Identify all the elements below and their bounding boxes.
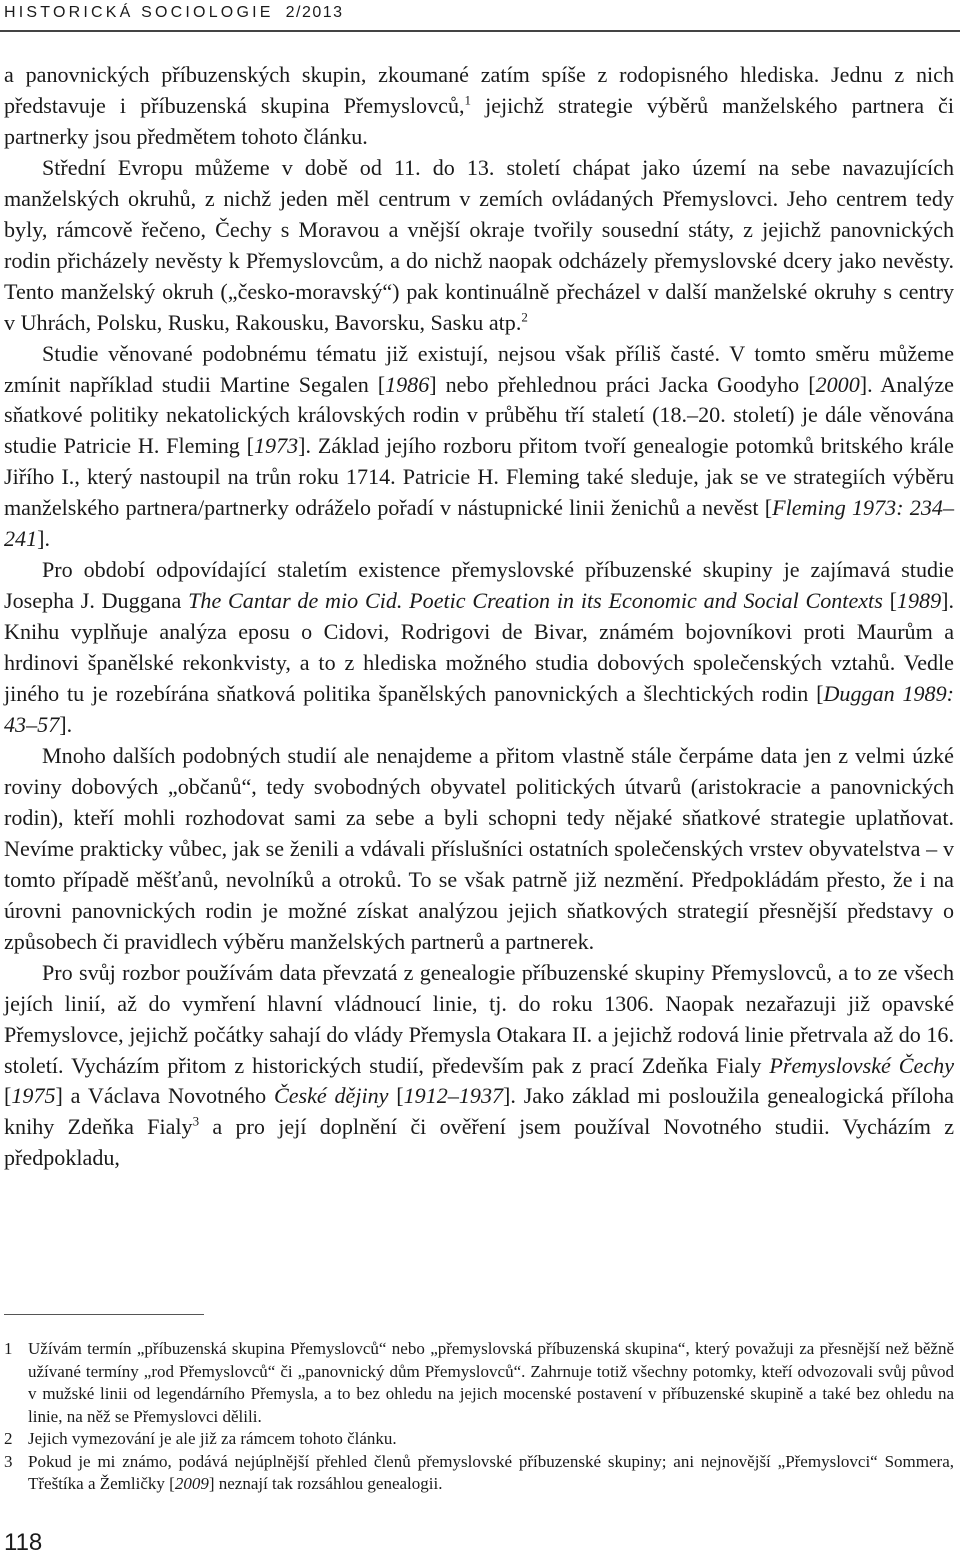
- paragraph: [4, 958, 954, 1175]
- italic-text: 1973: [253, 433, 299, 459]
- text-run: jejichž strategie výběrů manželského partnera či partnerky jsou předmětem tohoto článku.: [4, 92, 955, 149]
- text-run: Užívám termín „příbuzenská skupina Přemyslovců“ nebo „přemyslovská příbuzenská skupina“, který považuji za přesnější než běžně užívané termíny „rod Přemyslovců“ či „panovnický dům Přemyslovců“. Zahrnuje totiž všechny potomky, kteří odvozovali svůj původ v mužské linii od legendárního Přemysla, a to bez ohledu na jejich mocenské postavení v příbuzenské skupině a také bez ohledu na linie, na něž se Přemyslovci dělili.: [28, 1339, 954, 1426]
- italic-text: Fleming 1973: 234–241: [4, 495, 954, 552]
- italic-text: Duggan 1989: 43–57: [4, 681, 954, 738]
- text-run: ] nebo přehlednou práci Jacka Goodyho [: [429, 371, 816, 397]
- text-run: ]. Základ jejího rozboru přitom tvoří genealogie potomků britského krále Jiřího I., který nastoupil na trůn roku 1714. Patricie H. Fleming také sleduje, jak se ve strategiích výběru manželského partnera/partnerky odráželo pořadí v nástupnické linii ženichů a nevěst [: [4, 433, 954, 521]
- paragraph: [4, 555, 954, 741]
- text-run: ] neznají tak rozsáhlou genealogii.: [208, 1474, 443, 1493]
- italic-text: 2009: [174, 1474, 209, 1493]
- italic-text: 2000: [815, 371, 860, 397]
- footnote-number: 2: [4, 1429, 13, 1448]
- footnote: [4, 1428, 954, 1451]
- italic-text: 1912–1937: [403, 1083, 504, 1109]
- footnote: [4, 1451, 954, 1496]
- paragraph: [4, 741, 954, 958]
- text-run: Jejich vymezování je ale již za rámcem tohoto článku.: [28, 1429, 397, 1448]
- text-run: ]. Jako základ mi posloužila genealogická příloha knihy Zdeňka Fialy: [4, 1083, 954, 1140]
- footnote-ref: 3: [192, 1114, 200, 1130]
- footnote: [4, 1338, 954, 1428]
- italic-text: 1975: [11, 1083, 56, 1109]
- footnote-number: 3: [4, 1451, 13, 1471]
- italic-text: České dějiny: [273, 1083, 389, 1109]
- text-run: Studie věnované podobnému tématu již existují, nejsou však příliš časté. V tomto směru můžeme zmínit například studii Martine Segalen [: [4, 340, 954, 397]
- text-run: Pro období odpovídající staletím existence přemyslovské příbuzenské skupiny je zajímavá studie Josepha J. Duggana: [4, 557, 954, 614]
- text-run: a panovnických příbuzenských skupin, zkoumané zatím spíše z rodopisného hlediska. Jednu z nich představuje i příbuzenská skupina Přemyslovců,: [4, 62, 954, 118]
- text-run: ]. Analýze sňatkové politiky nekatolických královských rodin v průběhu tří staletí (18.–20. století) je dále věnována studie Patricie H. Fleming [: [4, 371, 954, 459]
- italic-text: Přemyslovské Čechy: [769, 1052, 955, 1078]
- journal-title: [4, 4, 344, 22]
- journal-issue: 2/2013: [285, 4, 344, 21]
- body-text: [4, 60, 954, 1174]
- footnotes: [4, 1338, 954, 1496]
- running-header: [0, 0, 960, 24]
- italic-text: 1989: [896, 588, 942, 614]
- text-run: [: [882, 588, 897, 614]
- text-run: Mnoho dalších podobných studií ale nenajdeme a přitom vlastně stále čerpáme data jen z velmi úzké roviny dobových „občanů“, tedy svobodných obyvatel politických útvarů (aristokracie a panovnických rodin), kteří mohli rozhodovat sami za sebe a byli schopni tedy nějaké sňatkové strategie uplatňovat. Nevíme prakticky vůbec, jak se ženili a vdávali příslušníci ostatních společenských vrstev obyvatelstva – v tomto případě měšťanů, nevolníků a otroků. To se však patrně již nezmění. Předpokládám přesto, že i na úrovni panovnických rodin je možné získat analýzou jejich sňatkových strategií přesnější představy o způsobech či pravidlech výběru manželských partnerů a partnerek.: [4, 742, 954, 954]
- text-run: ]. Knihu vyplňuje analýza eposu o Cidovi, Rodrigovi de Bivar, známém bojovníkovi proti Maurům a hrdinovi španělské rekonkvisty, a to z hlediska možného studia dobových společenských vztahů. Vedle jiného tu je rozebírána sňatková politika španělských panovnických a šlechtických rodin [: [4, 588, 954, 707]
- journal-name-text: HISTORICKÁ SOCIOLOGIE: [4, 4, 274, 21]
- footnote-number: 1: [4, 1339, 13, 1358]
- text-run: [: [4, 1083, 12, 1109]
- paragraph: [4, 339, 954, 556]
- text-run: Pro svůj rozbor používám data převzatá z genealogie příbuzenské skupiny Přemyslovců, a to ze všech jejích linií, až do vymření hlavní vládnoucí linie, tj. do roku 1306. Naopak nezařazuji již opavské Přemyslovce, jejichž počátky sahají do vlády Přemysla Otakara II. a jejichž rodová linie přetrvala až do 16. století. Vycházím přitom z historických studií, především pak z prací Zdeňka Fialy: [4, 959, 954, 1078]
- paragraph: [4, 153, 954, 339]
- text-run: Pokud je mi známo, podává nejúplnější přehled členů přemyslovské příbuzenské skupiny; ani nejnovější „Přemyslovci“ Sommera, Třeštíka a Žemličky [: [28, 1451, 954, 1493]
- footnote-ref: 2: [521, 309, 528, 325]
- italic-text: The Cantar de mio Cid. Poetic Creation in its Economic and Social Contexts: [188, 588, 883, 614]
- italic-text: 1986: [385, 371, 430, 397]
- text-run: ] a Václava Novotného: [55, 1083, 274, 1109]
- paragraph: [4, 60, 954, 153]
- text-run: ].: [37, 526, 51, 552]
- text-run: ].: [59, 712, 73, 738]
- text-run: a pro její doplnění či ověření jsem používal Novotného studii. Vycházím z předpokladu,: [4, 1114, 954, 1171]
- footnote-ref: 1: [464, 92, 472, 108]
- text-run: Střední Evropu můžeme v době od 11. do 13. století chápat jako území na sebe navazujících manželských okruhů, z nichž jeden měl centrum v zemích ovládaných Přemyslovci. Jeho centrem tedy byly, rámcově řečeno, Čechy s Moravou a vnější okraje tvořily sousední státy, z jejichž panovnických rodin přicházely nevěsty k Přemyslovcům, a do nichž naopak odcházely přemyslovské dcery jako nevěsty. Tento manželský okruh („česko-moravský“) pak kontinuálně přecházel v další manželské okruhy s centry v Uhrách, Polsku, Rusku, Rakousku, Bavorsku, Sasku atp.: [4, 154, 954, 335]
- page-number: 118: [4, 1529, 43, 1556]
- text-run: [: [388, 1083, 404, 1109]
- footnote-separator: [4, 1314, 204, 1315]
- header-rule: [0, 30, 960, 32]
